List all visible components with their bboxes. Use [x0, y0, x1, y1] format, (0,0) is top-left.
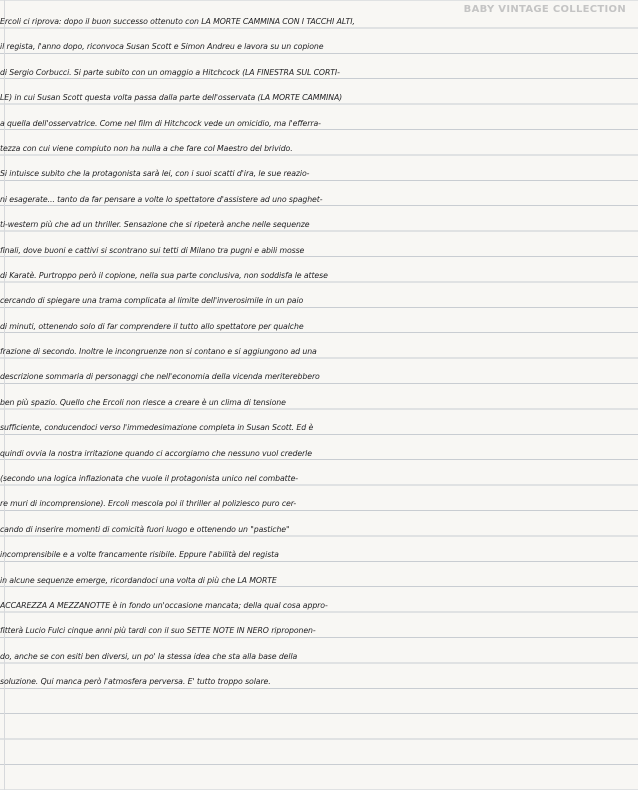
text-line-17: sufficiente, conducendoci verso l'immedesimazione completa in Susan Scott. Ed è	[0, 423, 314, 433]
handwritten-text-block	[0, 9, 638, 695]
text-line-23: in alcune sequenze emerge, ricordandoci una volta di più che LA MORTE	[0, 575, 277, 585]
text-line-2: il regista, l'anno dopo, riconvoca Susan Scott e Simon Andreu e lavora su un copione	[0, 42, 324, 52]
text-line-27: soluzione. Qui manca però l'atmosfera perversa. E' tutto troppo solare.	[0, 677, 271, 687]
text-line-10: finali, dove buoni e cattivi si scontrano sui tetti di Milano tra pugni e abili mosse	[0, 245, 305, 255]
text-line-25: fitterà Lucio Fulci cinque anni più tardi con il suo SETTE NOTE IN NERO riproponen-	[0, 626, 316, 636]
text-line-14: frazione di secondo. Inoltre le incongruenze non si contano e si aggiungono ad una	[0, 347, 317, 357]
watermark: BABY VINTAGE COLLECTION	[463, 4, 626, 15]
text-line-5: a quella dell'osservatrice. Come nel film di Hitchcock vede un omicidio, ma l'efferra-	[0, 118, 321, 128]
text-line-11: di Karatè. Purtroppo però il copione, nella sua parte conclusiva, non soddisfa le attese	[0, 270, 328, 280]
text-line-12: cercando di spiegare una trama complicata al limite dell'inverosimile in un paio	[0, 296, 304, 306]
text-line-13: di minuti, ottenendo solo di far comprendere il tutto allo spettatore per qualche	[0, 321, 304, 331]
text-line-21: cando di inserire momenti di comicità fuori luogo e ottenendo un "pastiche"	[0, 524, 290, 534]
text-line-20: re muri di incomprensione). Ercoli mescola poi il thriller al poliziesco puro cer-	[0, 499, 297, 509]
text-line-16: ben più spazio. Quello che Ercoli non riesce a creare è un clima di tensione	[0, 397, 286, 407]
text-line-1: Ercoli ci riprova: dopo il buon successo ottenuto con LA MORTE CAMMINA CON I TACCHI ALTI,	[0, 17, 355, 26]
text-line-18: quindi ovvia la nostra irritazione quando ci accorgiamo che nessuno vuol crederle	[0, 448, 312, 458]
text-line-19: (secondo una logica inflazionata che vuole il protagonista unico nel combatte-	[0, 474, 299, 484]
text-line-15: descrizione sommaria di personaggi che nell'economia della vicenda meriterebbero	[0, 372, 320, 382]
text-line-6: tezza con cui viene compiuto non ha nulla a che fare col Maestro del brivido.	[0, 143, 293, 153]
text-line-4: LE) in cui Susan Scott questa volta passa dalla parte dell'osservata (LA MORTE CAMMINA)	[0, 93, 343, 103]
text-line-8: ni esagerate... tanto da far pensare a volte lo spettatore d'assistere ad uno spaghet-	[0, 194, 323, 204]
text-line-9: ti-western più che ad un thriller. Sensazione che si ripeterà anche nelle sequenze	[0, 220, 310, 230]
text-line-3: di Sergio Corbucci. Si parte subito con un omaggio a Hitchcock (LA FINESTRA SUL CORTI-	[0, 67, 340, 77]
text-line-26: do, anche se con esiti ben diversi, un po' la stessa idea che sta alla base della	[0, 651, 298, 661]
text-line-24: ACCAREZZA A MEZZANOTTE è in fondo un'occasione mancata; della qual cosa appro-	[0, 600, 328, 610]
text-line-22: incomprensibile e a volte francamente risibile. Eppure l'abilità del regista	[0, 550, 279, 560]
text-line-7: Si intuisce subito che la protagonista sarà lei, con i suoi scatti d'ira, le sue reazio-	[0, 169, 310, 179]
